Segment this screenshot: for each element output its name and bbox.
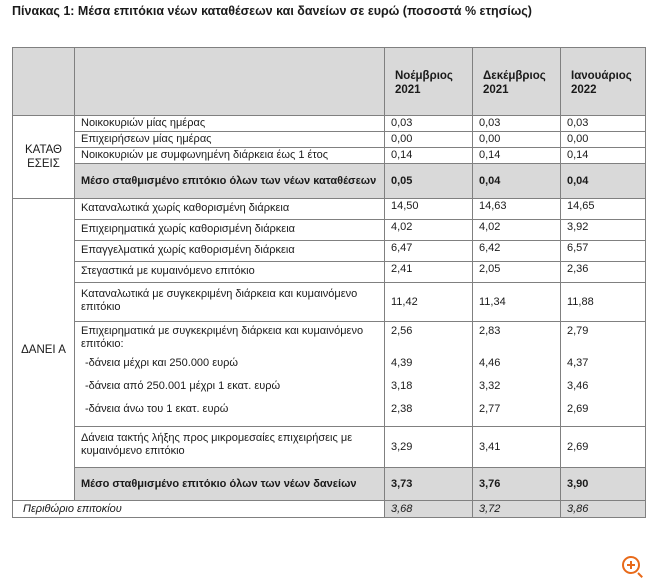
cell-value: 3,86 [561,501,646,518]
cell-value: 3,73 [385,468,473,501]
header-row [13,48,646,116]
row-label: Δάνεια τακτής λήξης προς μικρομεσαίες επιχειρήσεις με κυμαινόμενο επιτόκιο [75,427,385,468]
interest-rates-table [12,47,646,518]
row-label: Καταναλωτικά χωρίς καθορισμένη διάρκεια [75,199,385,220]
cell-value: 4,39 [385,356,473,379]
cell-value: 11,34 [473,283,561,322]
zoom-in-icon[interactable] [622,556,640,574]
row-label: -δάνεια άνω του 1 εκατ. ευρώ [75,402,385,427]
row-label: Μέσο σταθμισμένο επιτόκιο όλων των νέων καταθέσεων [75,164,385,199]
loans-average-row [13,468,646,501]
cell-value: 2,83 [473,322,561,357]
row-label: -δάνεια μέχρι και 250.000 ευρώ [75,356,385,379]
cell-value: 2,36 [561,262,646,283]
cell-value: 0,05 [385,164,473,199]
cell-value: 2,69 [561,427,646,468]
table-row [13,241,646,262]
cell-value: 0,04 [561,164,646,199]
cell-value: 3,46 [561,379,646,402]
cell-value: 0,03 [561,116,646,132]
cell-value: 3,72 [473,501,561,518]
cell-value: 3,92 [561,220,646,241]
cell-value: 3,41 [473,427,561,468]
cell-value: 3,68 [385,501,473,518]
row-label: Καταναλωτικά με συγκεκριμένη διάρκεια και κυμαινόμενο επιτόκιο [75,283,385,322]
cell-value: 0,03 [473,116,561,132]
cell-value: 0,00 [473,132,561,148]
cell-value: 2,41 [385,262,473,283]
header-col-1: Νοέμβριος 2021 [385,48,473,116]
cell-value: 0,04 [473,164,561,199]
cell-value: 6,42 [473,241,561,262]
table-row [13,148,646,164]
cell-value: 11,42 [385,283,473,322]
cell-value: 14,50 [385,199,473,220]
cell-value: 14,63 [473,199,561,220]
deposits-category: ΚΑΤΑΘ ΕΣΕΙΣ [13,116,75,199]
cell-value: 0,00 [561,132,646,148]
loans-category: ΔΑΝΕΙ Α [13,199,75,501]
cell-value: 6,47 [385,241,473,262]
cell-value: 11,88 [561,283,646,322]
table-row [13,356,646,379]
cell-value: 3,18 [385,379,473,402]
row-label: Επιχειρηματικά χωρίς καθορισμένη διάρκεια [75,220,385,241]
cell-value: 3,90 [561,468,646,501]
row-label: Επιχειρηματικά με συγκεκριμένη διάρκεια και κυμαινόμενο επιτόκιο: [75,322,385,357]
row-label: Νοικοκυριών μίας ημέρας [75,116,385,132]
cell-value: 4,46 [473,356,561,379]
header-col-2: Δεκέμβριος 2021 [473,48,561,116]
cell-value: 2,38 [385,402,473,427]
table-row [13,379,646,402]
cell-value: 2,77 [473,402,561,427]
cell-value: 0,14 [473,148,561,164]
table-row [13,427,646,468]
row-label: Νοικοκυριών με συμφωνημένη διάρκεια έως 1 έτος [75,148,385,164]
table-row [13,322,646,357]
cell-value: 2,05 [473,262,561,283]
cell-value: 0,00 [385,132,473,148]
row-label: Περιθώριο επιτοκίου [13,501,385,518]
cell-value: 4,37 [561,356,646,379]
table-row [13,199,646,220]
header-col-3: Ιανουάριος 2022 [561,48,646,116]
table-row [13,220,646,241]
table-title: Πίνακας 1: Μέσα επιτόκια νέων καταθέσεων και δανείων σε ευρώ (ποσοστά % ετησίως) [12,4,532,18]
deposits-average-row [13,164,646,199]
cell-value: 2,56 [385,322,473,357]
cell-value: 6,57 [561,241,646,262]
zoom-handle [637,572,643,578]
cell-value: 3,32 [473,379,561,402]
row-label: Μέσο σταθμισμένο επιτόκιο όλων των νέων δανείων [75,468,385,501]
row-label: -δάνεια από 250.001 μέχρι 1 εκατ. ευρώ [75,379,385,402]
table-row [13,132,646,148]
cell-value: 2,79 [561,322,646,357]
table-row [13,402,646,427]
cell-value: 0,14 [385,148,473,164]
cell-value: 2,69 [561,402,646,427]
cell-value: 0,14 [561,148,646,164]
table-row [13,116,646,132]
row-label: Επαγγελματικά χωρίς καθορισμένη διάρκεια [75,241,385,262]
cell-value: 3,76 [473,468,561,501]
row-label: Επιχειρήσεων μίας ημέρας [75,132,385,148]
header-empty-category [13,48,75,116]
cell-value: 0,03 [385,116,473,132]
table-row [13,283,646,322]
cell-value: 4,02 [473,220,561,241]
header-empty-label [75,48,385,116]
cell-value: 4,02 [385,220,473,241]
cell-value: 3,29 [385,427,473,468]
row-label: Στεγαστικά με κυμαινόμενο επιτόκιο [75,262,385,283]
margin-row [13,501,646,518]
cell-value: 14,65 [561,199,646,220]
table-row [13,262,646,283]
